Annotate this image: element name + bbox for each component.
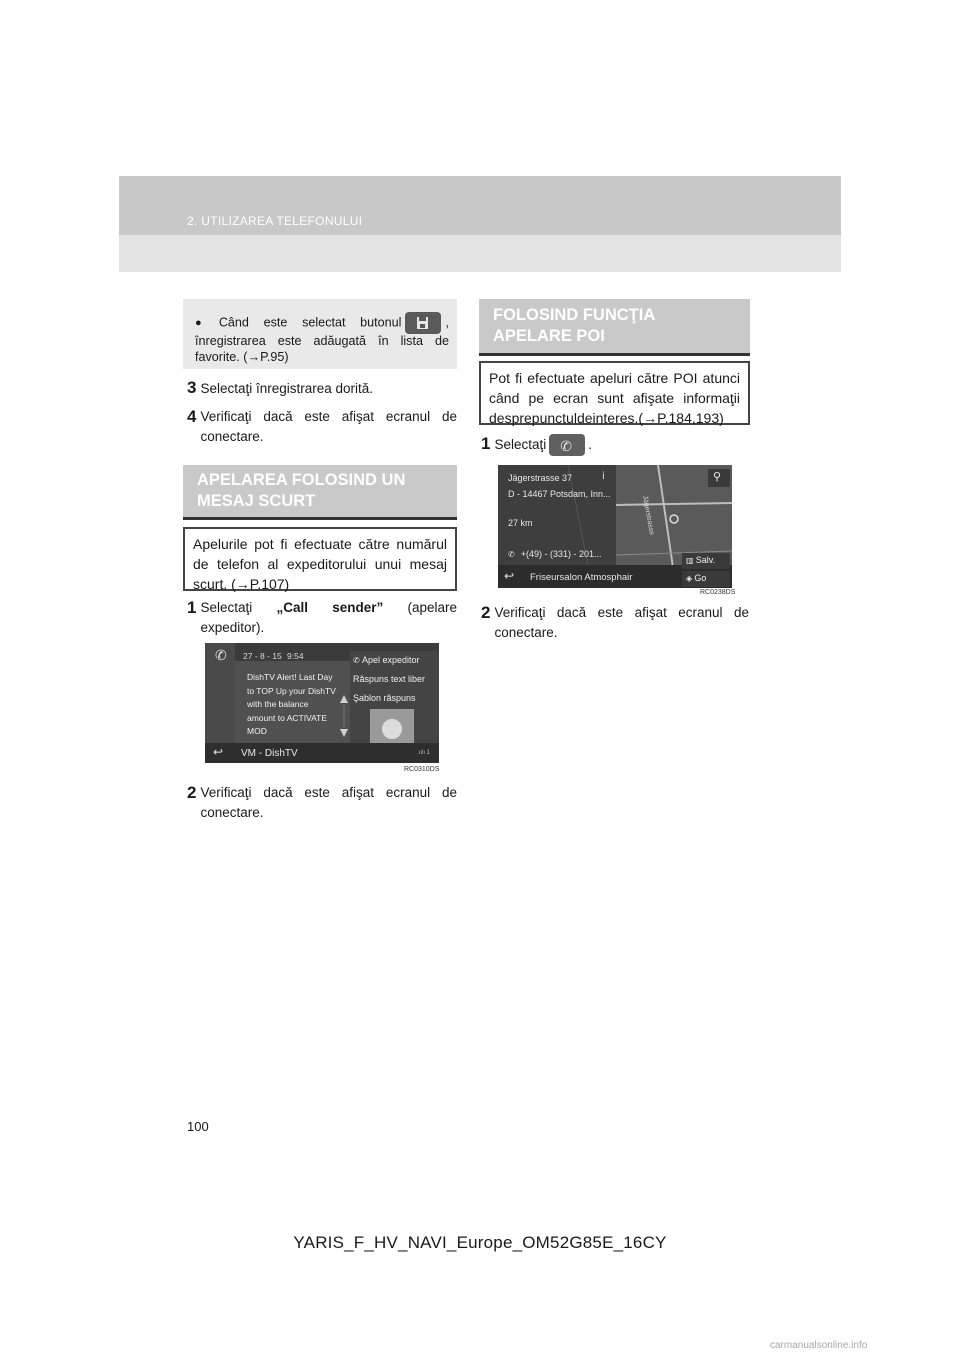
poi-city: D - 14467 Potsdam, Inn... [508,489,611,499]
poi-phone-row[interactable]: ✆ +(49) - (331) - 201... [508,549,602,559]
poi-step-1: 1 Selectaţi ✆ . [481,434,593,455]
phone-icon: ✆ [508,550,515,559]
watermark: carmanualsonline.info [770,1340,868,1351]
call-sender-label: „Call sender” [276,600,384,615]
poi-screen-code: RC0238DS [700,589,736,596]
poi-step-2: 2 Verificaţi dacă este afişat ecranul de conectare. [481,603,749,640]
poi-road-label: Jägerstrasse [641,495,655,536]
sms-section [183,465,457,520]
sms-screen [205,643,439,763]
poi-screen [498,465,732,588]
note-text-before: Când este selectat butonul [218,315,402,330]
step-4: 4 Verificaţi dacă este afişat ecranul de conectare. [187,407,457,444]
signal-icon: .ıılı 1 [417,750,431,756]
sms-screen-code: RC0310DS [404,766,440,773]
save-floppy-icon [405,312,441,334]
sms-step-2: 2 Verificaţi dacă este afişat ecranul de conectare. [187,783,457,820]
save-button[interactable]: ▥ Salv. [686,555,716,565]
sms-heading: APELAREA FOLOSIND UN MESAJ SCURT [183,465,457,517]
sms-step-1: 1 Selectaţi „Call sender” (apelare expeditor). [187,598,457,635]
search-icon[interactable]: ⚲ [713,471,722,483]
call-button-icon: ✆ [549,434,585,456]
poi-heading: FOLOSIND FUNCŢIA APELARE POI [479,299,750,353]
go-icon: ◈ [686,574,695,583]
section-title: 2. UTILIZAREA TELEFONULUI [187,214,363,228]
page-number: 100 [187,1119,209,1134]
step-3: 3 Selectaţi înregistrarea dorită. [187,378,374,397]
sms-date: 27 - 8 - 15 [243,651,282,661]
phone-icon: ✆ [215,647,227,663]
go-button[interactable]: ◈ Go [686,573,707,583]
back-icon[interactable]: ↩ [504,569,515,583]
note-text-after: , înregistrarea este adăugată în lista de favorite. (→P.95) [195,315,449,364]
poi-street: Jägerstrasse 37 [508,473,573,483]
poi-name: Friseursalon Atmosphair [530,572,633,583]
note-text [195,312,449,365]
free-text-reply-button[interactable]: Răspuns text liber [353,674,426,684]
template-reply-button[interactable]: Şablon răspuns [353,693,416,703]
sms-button-list [353,651,437,708]
poi-intro: Pot fi efectuate apeluri către POI atunci când pe ecran sunt afişate informaţii desprepunctuldeinteres.(→P.184,193) [479,361,750,425]
sms-sender: VM - DishTV [241,748,298,759]
back-icon[interactable]: ↩ [213,745,224,759]
note-bullet: ● [195,317,213,330]
header-strip [119,235,841,272]
sms-heading-rule [183,517,457,520]
poi-info-icon: ⅰ [602,471,605,482]
poi-distance: 27 km [508,518,533,528]
poi-heading-rule [479,353,750,356]
sms-intro: Apelurile pot fi efectuate către numărul de telefon al expeditorului unui mesaj scurt. (→P.107) [183,527,457,591]
save-icon: ▥ [686,556,696,565]
poi-section [479,299,750,356]
sms-time: 9:54 [287,651,304,661]
document-code: YARIS_F_HV_NAVI_Europe_OM52G85E_16CY [293,1233,667,1252]
call-sender-button[interactable]: ✆ Apel expeditor [353,655,420,665]
sms-message: DishTV Alert! Last Day to TOP Up your DishTV with the balance amount to ACTIVATE MOD [247,672,336,736]
